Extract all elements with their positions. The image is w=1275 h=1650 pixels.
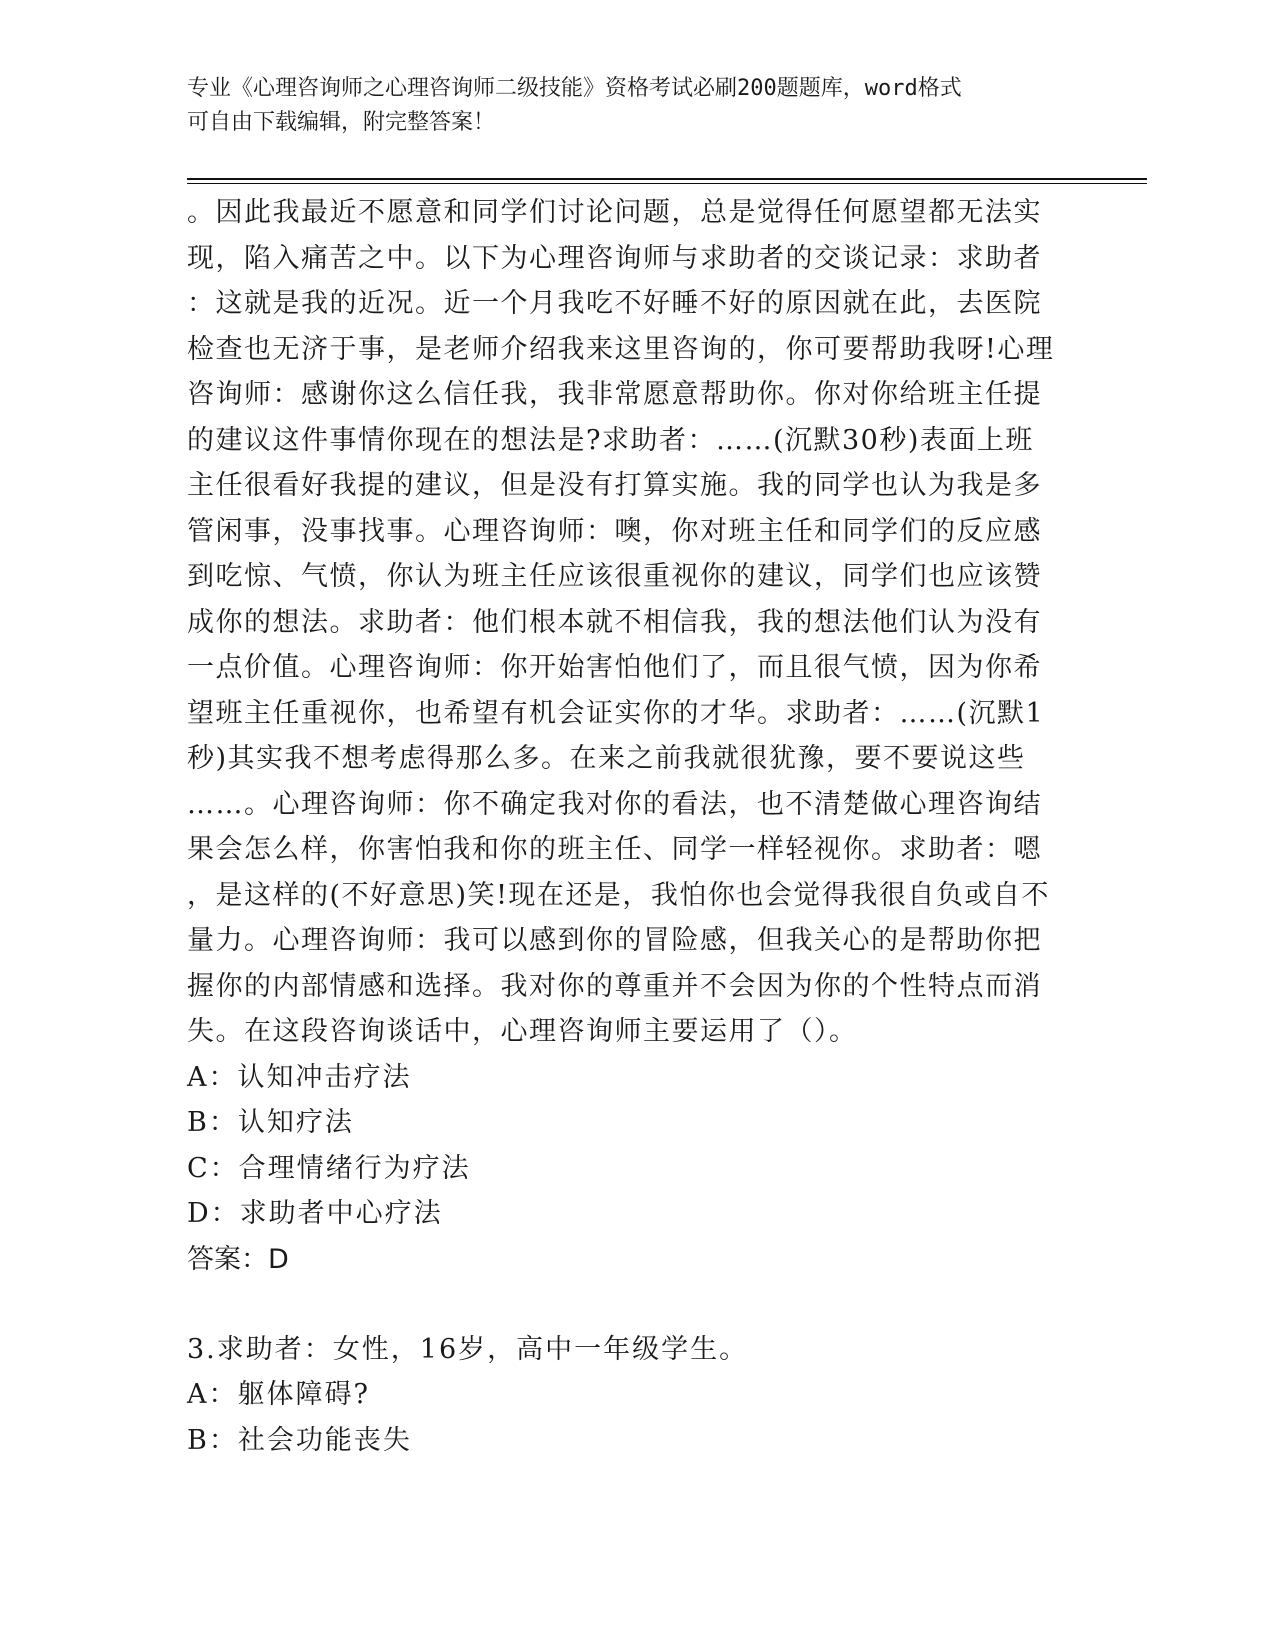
stem-line: 望班主任重视你，也希望有机会证实你的才华。求助者：……(沉默1 bbox=[187, 697, 1045, 729]
stem-line: 。因此我最近不愿意和同学们讨论问题，总是觉得任何愿望都无法实 bbox=[187, 197, 1042, 228]
question-spacer bbox=[187, 1283, 1067, 1327]
header-divider-thin bbox=[187, 183, 1147, 184]
question-2-option-a: A：认知冲击疗法 bbox=[187, 1061, 412, 1093]
stem-line: 主任很看好我提的建议，但是没有打算实施。我的同学也认为我是多 bbox=[187, 470, 1042, 501]
stem-line: ：这就是我的近况。近一个月我吃不好睡不好的原因就在此，去医院 bbox=[187, 288, 1042, 319]
stem-line: 握你的内部情感和选择。我对你的尊重并不会因为你的个性特点而消 bbox=[187, 970, 1042, 1002]
stem-line: ……。心理咨询师：你不确定我对你的看法，也不清楚做心理咨询结 bbox=[187, 788, 1042, 820]
question-2-option-b: B：认知疗法 bbox=[187, 1107, 354, 1138]
header-title-line-2: 可自由下载编辑，附完整答案！ bbox=[187, 110, 496, 135]
stem-line: 现，陷入痛苦之中。以下为心理咨询师与求助者的交谈记录：求助者 bbox=[187, 242, 1042, 274]
question-2-option-d: D：求助者中心疗法 bbox=[187, 1198, 443, 1229]
stem-line: 果会怎么样，你害怕我和你的班主任、同学一样轻视你。求助者：嗯 bbox=[187, 834, 1042, 865]
stem-line: ，是这样的(不好意思)笑!现在还是，我怕你也会觉得我很自负或自不 bbox=[187, 879, 1050, 911]
question-2-answer: 答案：D bbox=[187, 1243, 289, 1275]
header-divider-thick bbox=[187, 178, 1147, 180]
stem-line: 到吃惊、气愤，你认为班主任应该很重视你的建议，同学们也应该赞 bbox=[187, 561, 1042, 592]
question-2-stem bbox=[187, 190, 1067, 1055]
question-3-stem: 3.求助者：女性，16岁，高中一年级学生。 bbox=[187, 1333, 749, 1365]
question-3-option-a: A：躯体障碍? bbox=[187, 1379, 370, 1410]
page-header bbox=[187, 72, 1087, 140]
question-3-option-b: B：社会功能丧失 bbox=[187, 1424, 412, 1456]
stem-line: 失。在这段咨询谈话中，心理咨询师主要运用了（）。 bbox=[187, 1016, 858, 1047]
stem-line: 量力。心理咨询师：我可以感到你的冒险感，但我关心的是帮助你把 bbox=[187, 925, 1042, 956]
stem-line: 秒)其实我不想考虑得那么多。在来之前我就很犹豫，要不要说这些 bbox=[187, 743, 1026, 774]
stem-line: 一点价值。心理咨询师：你开始害怕他们了，而且很气愤，因为你希 bbox=[187, 652, 1042, 683]
stem-line: 的建议这件事情你现在的想法是?求助者：……(沉默30秒)表面上班 bbox=[187, 424, 1034, 456]
stem-line: 管闲事，没事找事。心理咨询师：噢，你对班主任和同学们的反应感 bbox=[187, 515, 1042, 547]
stem-line: 成你的想法。求助者：他们根本就不相信我，我的想法他们认为没有 bbox=[187, 606, 1042, 638]
question-2-option-c: C：合理情绪行为疗法 bbox=[187, 1152, 471, 1184]
stem-line: 检查也无济于事，是老师介绍我来这里咨询的，你可要帮助我呀!心理 bbox=[187, 333, 1055, 365]
page-content bbox=[187, 190, 1067, 1463]
header-title-line-1: 专业《心理咨询师之心理咨询师二级技能》资格考试必刷200题题库，word格式 bbox=[187, 76, 962, 101]
stem-line: 咨询师：感谢你这么信任我，我非常愿意帮助你。你对你给班主任提 bbox=[187, 379, 1042, 410]
